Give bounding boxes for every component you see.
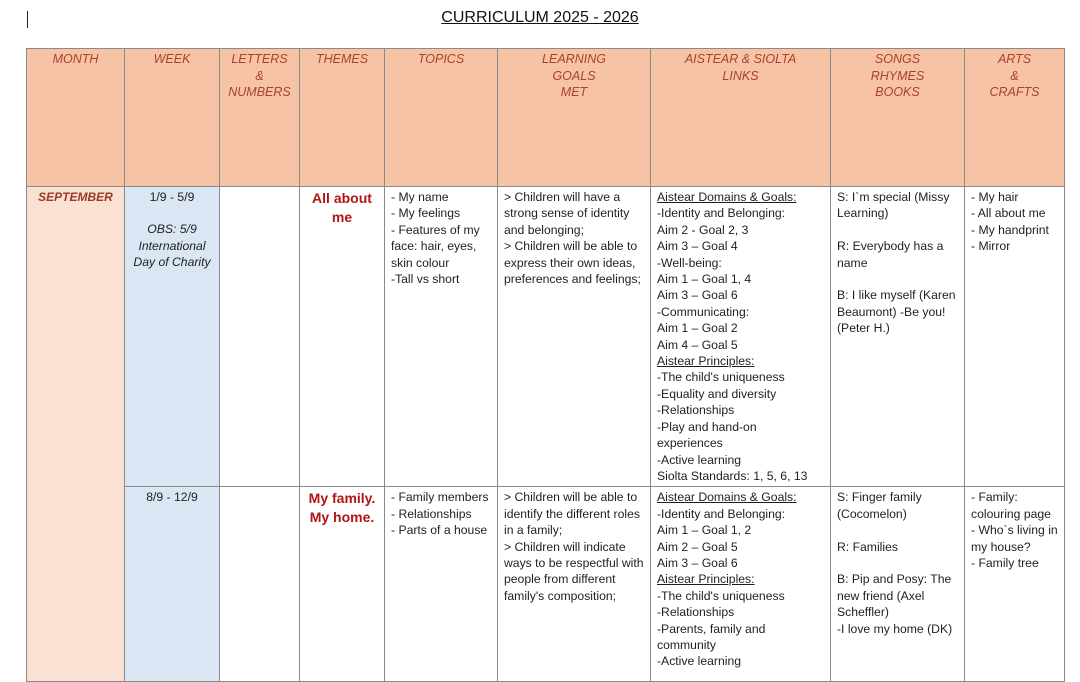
- link-line: -Active learning: [657, 654, 741, 669]
- link-line: Aim 1 – Goal 2: [657, 321, 738, 336]
- cell-line: -I love my home (DK): [837, 621, 953, 636]
- cell-line: - All about me: [971, 206, 1046, 221]
- cell-line: R: Families: [837, 539, 898, 554]
- header-line: TOPICS: [417, 52, 465, 66]
- link-line: Aim 4 – Goal 5: [657, 337, 738, 352]
- link-line: -The child's uniqueness: [657, 370, 785, 385]
- topics-cell: [385, 187, 498, 487]
- header-line: WEEK: [153, 52, 191, 66]
- cell-line: [837, 271, 958, 287]
- cell-line: - Parts of a house: [391, 523, 488, 538]
- cell-line: [837, 522, 958, 538]
- cell-line: R: Everybody has a name: [837, 239, 944, 270]
- link-heading: Aistear Principles:: [657, 572, 755, 587]
- link-line: -Equality and diversity: [657, 386, 777, 401]
- cell-line: B: I like myself (Karen Beaumont) -Be you! (Peter H.): [837, 288, 956, 336]
- header-topics: [385, 49, 498, 187]
- cell-line: > Children will have a strong sense of identity and belonging;: [504, 190, 630, 237]
- link-line: Aim 3 – Goal 6: [657, 288, 738, 303]
- link-line: -Well-being:: [657, 255, 722, 270]
- cell-line: B: Pip and Posy: The new friend (Axel Scheffler): [837, 572, 952, 620]
- cell-line: [837, 222, 958, 238]
- table-row: [27, 487, 1065, 682]
- week-cell: [125, 487, 220, 682]
- cell-line: - My hair: [971, 190, 1019, 204]
- header-line: GOALS: [552, 68, 596, 83]
- header-row: [27, 49, 1065, 187]
- link-line: Aim 2 – Goal 5: [657, 539, 738, 554]
- header-line: BOOKS: [875, 85, 920, 99]
- header-month: [27, 49, 125, 187]
- header-line: &: [1010, 68, 1019, 83]
- link-line: -Play and hand-on experiences: [657, 419, 757, 451]
- link-line: Aim 3 – Goal 6: [657, 555, 738, 570]
- theme-cell: All about me: [300, 187, 385, 487]
- header-letters: [220, 49, 300, 187]
- cell-line: - Relationships: [391, 506, 472, 521]
- link-heading: Aistear Domains & Goals:: [657, 190, 797, 204]
- links-cell: [651, 187, 831, 487]
- goals-cell: [498, 487, 651, 682]
- link-line: -Identity and Belonging:: [657, 206, 786, 221]
- header-week: [125, 49, 220, 187]
- cell-line: > Children will be able to express their own ideas, preferences and feelings;: [504, 239, 641, 287]
- month-cell: SEPTEMBER: [27, 187, 125, 682]
- observance-note: OBS: 5/9 International Day of Charity: [133, 222, 211, 270]
- songs-cell: [831, 487, 965, 682]
- link-line: -Communicating:: [657, 304, 750, 319]
- cell-line: S: I`m special (Missy Learning): [837, 190, 950, 221]
- header-goals: [498, 49, 651, 187]
- link-line: Aim 2 - Goal 2, 3: [657, 222, 749, 237]
- cell-line: - Who`s living in my house?: [971, 523, 1058, 554]
- arts-cell: [965, 487, 1065, 682]
- header-line: &: [255, 68, 264, 83]
- header-line: LETTERS: [231, 52, 288, 66]
- header-arts: [965, 49, 1065, 187]
- link-line: Aim 1 – Goal 1, 2: [657, 523, 752, 538]
- link-heading: Aistear Domains & Goals:: [657, 490, 797, 505]
- link-line: -The child's uniqueness: [657, 588, 785, 603]
- week-dates: 1/9 - 5/9: [149, 190, 195, 204]
- link-line: -Relationships: [657, 403, 735, 418]
- table-row: [27, 187, 1065, 487]
- cell-line: > Children will be able to identify the different roles in a family;: [504, 490, 640, 538]
- week-dates: 8/9 - 12/9: [146, 490, 198, 505]
- cell-line: - Family tree: [971, 555, 1039, 570]
- cell-line: - Mirror: [971, 239, 1011, 254]
- header-line: SONGS: [874, 52, 921, 66]
- header-line: LEARNING: [542, 52, 606, 66]
- header-line: RHYMES: [870, 68, 925, 83]
- goals-cell: [498, 187, 651, 487]
- header-line: CRAFTS: [989, 85, 1040, 99]
- theme-cell: My family. My home.: [300, 487, 385, 682]
- header-links: [651, 49, 831, 187]
- link-line: -Parents, family and community: [657, 621, 766, 652]
- link-line: Siolta Standards: 1, 5, 6, 13: [657, 468, 808, 483]
- cell-line: - My feelings: [391, 206, 461, 221]
- links-cell: [651, 487, 831, 682]
- week-cell: [125, 187, 220, 487]
- cell-line: [837, 555, 958, 571]
- link-line: -Relationships: [657, 605, 735, 620]
- header-line: NUMBERS: [228, 85, 291, 99]
- link-line: -Active learning: [657, 452, 741, 467]
- cell-line: - Family members: [391, 490, 489, 505]
- cell-line: - My name: [391, 190, 449, 204]
- link-heading: Aistear Principles:: [657, 354, 755, 369]
- header-line: LINKS: [722, 68, 759, 83]
- header-line: THEMES: [315, 52, 369, 66]
- link-line: Aim 3 – Goal 4: [657, 239, 738, 254]
- header-line: AISTEAR & SIOLTA: [684, 52, 797, 66]
- header-line: ARTS: [997, 52, 1032, 66]
- cell-line: - My handprint: [971, 222, 1049, 237]
- cell-line: S: Finger family (Cocomelon): [837, 490, 922, 521]
- header-themes: [300, 49, 385, 187]
- letters-cell: [220, 487, 300, 682]
- document-title: CURRICULUM 2025 - 2026: [441, 9, 639, 26]
- arts-cell: [965, 187, 1065, 487]
- link-line: -Identity and Belonging:: [657, 506, 786, 521]
- link-line: Aim 1 – Goal 1, 4: [657, 272, 752, 287]
- cell-line: > Children will indicate ways to be respectful with people from different family's composition;: [504, 539, 644, 603]
- letters-cell: [220, 187, 300, 487]
- cell-line: - Family: colouring page: [971, 490, 1051, 521]
- cell-line: - Features of my face: hair, eyes, skin colour: [391, 222, 480, 270]
- cell-line: -Tall vs short: [391, 272, 460, 287]
- topics-cell: [385, 487, 498, 682]
- header-line: MET: [560, 85, 588, 99]
- header-songs: [831, 49, 965, 187]
- header-line: MONTH: [52, 52, 99, 66]
- songs-cell: [831, 187, 965, 487]
- curriculum-table: [26, 48, 1065, 682]
